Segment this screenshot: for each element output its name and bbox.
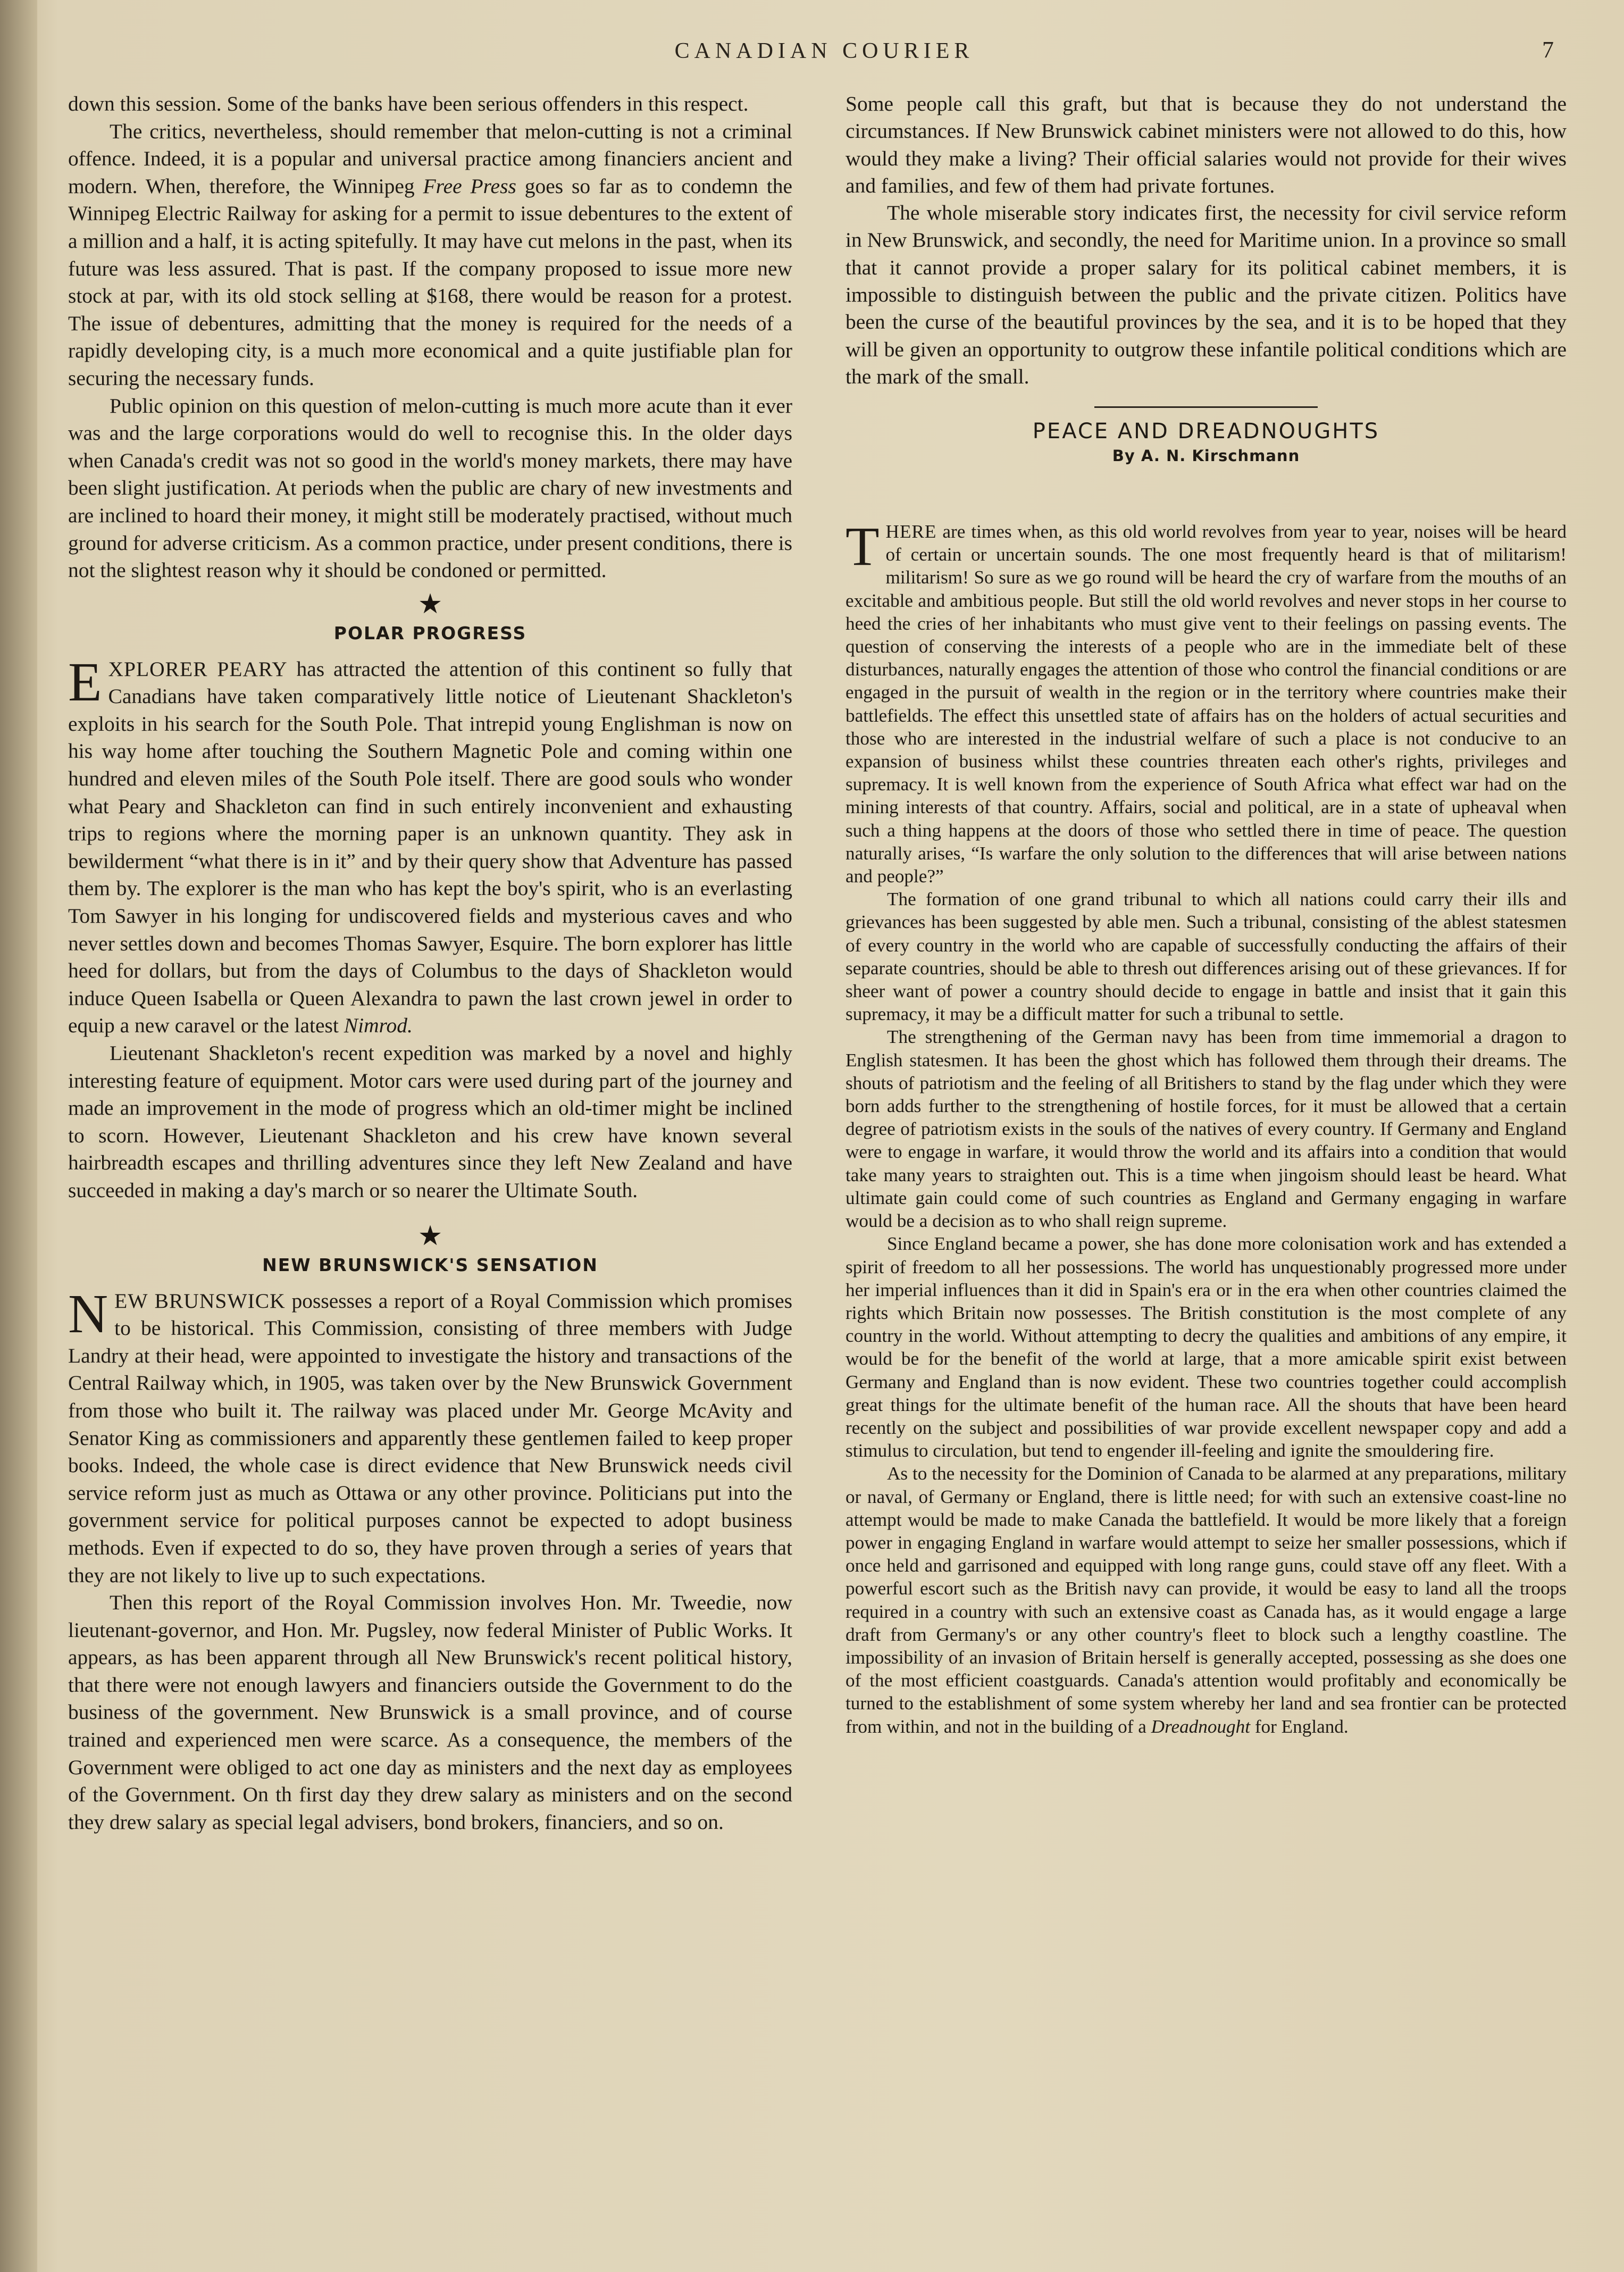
publication-name: Free Press	[423, 174, 516, 198]
paragraph: down this session. Some of the banks have been serious offenders in this respect.	[68, 92, 749, 115]
paragraph: Lieutenant Shackleton's recent expedition was marked by a novel and highly interesting feature of equipment. Motor cars were used during part of the journey and made an improvement in the mode of progress which an old-timer might be inclined to scorn. However, Lieutenant Shackleton and his crew have known several hairbreadth escapes and thrilling adventures since they left New Zealand and have succeeded in making a day's march or so nearer the Ultimate South.	[68, 1041, 792, 1202]
star-separator-icon: ★	[417, 589, 443, 620]
lead-in: XPLORER PEARY	[108, 657, 288, 681]
lead-in: HERE	[885, 521, 937, 542]
paragraph	[846, 1462, 1567, 1738]
dropcap: N	[68, 1283, 108, 1344]
paragraph-text: are times when, as this old world revolves from year to year, noises will be heard of certain or uncertain sounds. The one most frequently heard is that of militarism! militarism! So sure as we go round will be heard the cry of warfare from the mouths of an excitable and ambitious people. But still the old world revolves and never stops in her course to heed the cries of her inhabitants who must give vent to their feelings on passing events. The question of conserving the interests of a people who are in the immediate belt of these disturbances, naturally engages the attention of those who control the financial conditions or are engaged in the pursuit of wealth in the region or in the territory where countries make their battlefields. The effect this unsettled state of affairs has on the holders of actual securities and those who are interested in the industrial welfare of such a place is not conducive to an expansion of business whilst these countries threaten each other's rights, privileges and supremacy. It is well known from the experience of South Africa what effect war had on the mining interests of that country. Affairs, social and political, are in a state of upheaval when such a thing happens at the doors of those who settled there in time of peace. The question naturally arises, “Is warfare the only solution to the differences that will arise between nations and people?”	[846, 521, 1567, 887]
page-number: 7	[1542, 37, 1554, 63]
paragraph-text: The critics, nevertheless, should remember that melon-cutting is not a criminal offence. Indeed, it is a popular and universal practice among financiers ancient and modern. When, therefore, the Winnipeg	[68, 119, 792, 198]
paragraph	[68, 118, 792, 392]
paragraph	[68, 651, 792, 1040]
ship-class-name: Dreadnought	[1151, 1716, 1251, 1737]
paragraph: The whole miserable story indicates first, the necessity for civil service reform in New Brunswick, and secondly, the need for Maritime union. In a province so small that it cannot provide a proper salary for its political cabinet members, it is impossible to distinguish between the public and the private citizen. Politics have been the curse of the beautiful provinces by the sea, and it is to be hoped that they will be given an opportunity to outgrow these infantile political conditions which are the mark of the small.	[846, 201, 1567, 388]
byline: By A. N. Kirschmann	[1112, 447, 1300, 465]
paragraph: The formation of one grand tribunal to which all nations could carry their ills and grievances has been suggested by able men. Such a tribunal, consisting of the ablest statesmen of every country in the world who are capable of successfully conducting the affairs of their separate countries, should be able to thresh out differences arising out of these grievances. If for sheer want of power a country should decide to engage in battle and insist that it gain this supremacy, it may be a difficult matter for such a tribunal to settle.	[846, 889, 1567, 1025]
ship-name: Nimrod.	[344, 1014, 413, 1038]
section-title-new-brunswick: NEW BRUNSWICK'S SENSATION	[262, 1254, 598, 1275]
paragraph	[846, 516, 1567, 888]
paragraph-text: for England.	[1250, 1716, 1349, 1737]
dropcap: E	[68, 651, 102, 713]
star-separator-icon: ★	[417, 1221, 443, 1251]
paragraph: The strengthening of the German navy has been from time immemorial a dragon to English statesmen. It has been the ghost which has followed them through their dreams. The shouts of patriotism and the feeling of all Britishers to stand by the flag under which they were born adds further to the strengthening of hostile forces, for it must be allowed that a certain degree of patriotism exists in the souls of the natives of every country. If Germany and England were to engage in warfare, it would throw the world and its affairs into a condition that would take many years to straighten out. This is a time when jingoism should least be heard. What ultimate gain could come of such countries as England and Germany engaging in warfare would be a decision as to who shall reign supreme.	[846, 1026, 1567, 1232]
right-column-top	[846, 90, 1567, 471]
paragraph: Public opinion on this question of melon-cutting is much more acute than it ever was and the large corporations would do well to recognise this. In the older days when Canada's credit was not so good in the world's money markets, there may have been slight justification. At periods when the public are chary of new investments and are inclined to hoard their money, it might still be moderately practised, without much ground for adverse criticism. As a common practice, under present conditions, there is not the slightest reason why it should be condoned or permitted.	[68, 394, 792, 582]
paragraph-text: possesses a report of a Royal Commission which promises to be historical. This Commission, consisting of three members with Judge Landry at their head, were appointed to investigate the history and transactions of the Central Railway which, in 1905, was taken over by the New Brunswick Government from those who built it. The railway was placed under Mr. George McAvity and Senator King as commissioners and apparently these gentlemen failed to keep proper books. Indeed, the whole case is direct evidence that New Brunswick needs civil service reform just as much as Ottawa or any other province. Politicians put into the government service for political purposes cannot be expected to adopt business methods. Even if expected to do so, they have proven through a series of years that they are not likely to live up to such expectations.	[68, 1289, 792, 1587]
section-divider	[1094, 406, 1318, 408]
paragraph: Some people call this graft, but that is because they do not understand the circumstances. If New Brunswick cabinet ministers were not allowed to do this, how would they make a living? Their official salaries would not provide for their wives and families, and few of them had private fortunes.	[846, 92, 1567, 197]
paragraph-text: has attracted the attention of this continent so fully that Canadians have taken comparatively little notice of Lieutenant Shackleton's exploits in his search for the South Pole. That intrepid young Englishman is now on his way home after touching the Southern Magnetic Pole and coming within one hundred and eleven miles of the South Pole itself. There are good souls who wonder what Peary and Shackleton can find in such entirely inconvenient and exhausting trips to regions where the morning paper is an unknown quantity. They ask in bewilderment “what there is in it” and by their query show that Adventure has passed them by. The explorer is the man who has kept the boy's spirit, who is an everlasting Tom Sawyer in his longing for undiscovered fields and mysterious caves and who never settles down and becomes Thomas Sawyer, Esquire. The born explorer has little heed for dollars, but from the days of Columbus to the days of Shackleton would induce Queen Isabella or Queen Alexandra to pawn the last crown jewel in order to equip a new caravel or the latest	[68, 657, 792, 1038]
page-header	[0, 38, 1624, 70]
left-column	[68, 90, 792, 1836]
right-column-article	[846, 516, 1567, 1738]
paragraph-text: As to the necessity for the Dominion of Canada to be alarmed at any preparations, military or naval, of Germany or England, there is little need; for with such an extensive coast-line no attempt would be made to make Canada the battlefield. It would be more likely that a foreign power in engaging England in warfare would attempt to seize her smaller possessions, which if once held and garrisoned and equipped with long range guns, could stave off any fleet. With a powerful escort such as the British navy can provide, it would be easy to land all the troops required in a country with such an extensive coast as Canada has, as it would engage a large draft from Germany's or any other country's fleet to block such a lengthy coastline. The impossibility of an invasion of Britain herself is generally accepted, possessing as she does one of the most efficient coastguards. Canada's attention would profitably and economically be turned to the establishment of some system whereby her land and sea frontier can be protected from within, and not in the building of a	[846, 1463, 1567, 1737]
page-gutter-shadow	[0, 0, 37, 2272]
paragraph	[68, 1283, 792, 1590]
running-head: CANADIAN COURIER	[674, 39, 974, 63]
dropcap: T	[846, 516, 880, 577]
paragraph: Since England became a power, she has done more colonisation work and has extended a spirit of freedom to all her possessions. The world has unquestionably progressed more under her imperial influences than it did in Spain's era or in the era when other countries claimed the rights which Britain now possesses. The British constitution is the most complete of any country in the world. Without attempting to decry the qualities and ambitions of any empire, it would be for the benefit of the world at large, that a more amicable spirit exist between Germany and England than is now evident. These two countries together could accomplish great things for the ultimate benefit of the human race. All the shouts that have been heard recently on the subject and possibilities of war provide excellent newspaper copy and add a stimulus to circulation, but tend to engender ill-feeling and ignite the smouldering fire.	[846, 1233, 1567, 1461]
section-title-peace: PEACE AND DREADNOUGHTS	[1032, 419, 1380, 444]
section-title-polar: POLAR PROGRESS	[333, 622, 527, 644]
lead-in: EW BRUNSWICK	[114, 1289, 286, 1313]
paragraph: Then this report of the Royal Commission involves Hon. Mr. Tweedie, now lieutenant-governor, and Hon. Mr. Pugsley, now federal Minister of Public Works. It appears, as has been apparent through all New Brunswick's recent political history, that there were not enough lawyers and financiers outside the Government to do the business of the government. New Brunswick is a small province, and of course trained and experienced men were scarce. As a consequence, the members of the Government were obliged to act one day as ministers and the next day as employees of the Government. On th first day they drew salary as ministers and on the second they drew salary as special legal advisers, bond brokers, financiers, and so on.	[68, 1591, 792, 1834]
paragraph-text: goes so far as to condemn the Winnipeg Electric Railway for asking for a permit to issue debentures to the extent of a million and a half, it is acting spitefully. It may have cut melons in the past, when its future was less assured. That is past. If the company proposed to issue more new stock at par, with its old stock selling at $168, there would be reason for a protest. The issue of debentures, admitting that the money is required for the needs of a rapidly developing city, is a much more economical and a quite justifiable plan for securing the necessary funds.	[68, 174, 792, 390]
